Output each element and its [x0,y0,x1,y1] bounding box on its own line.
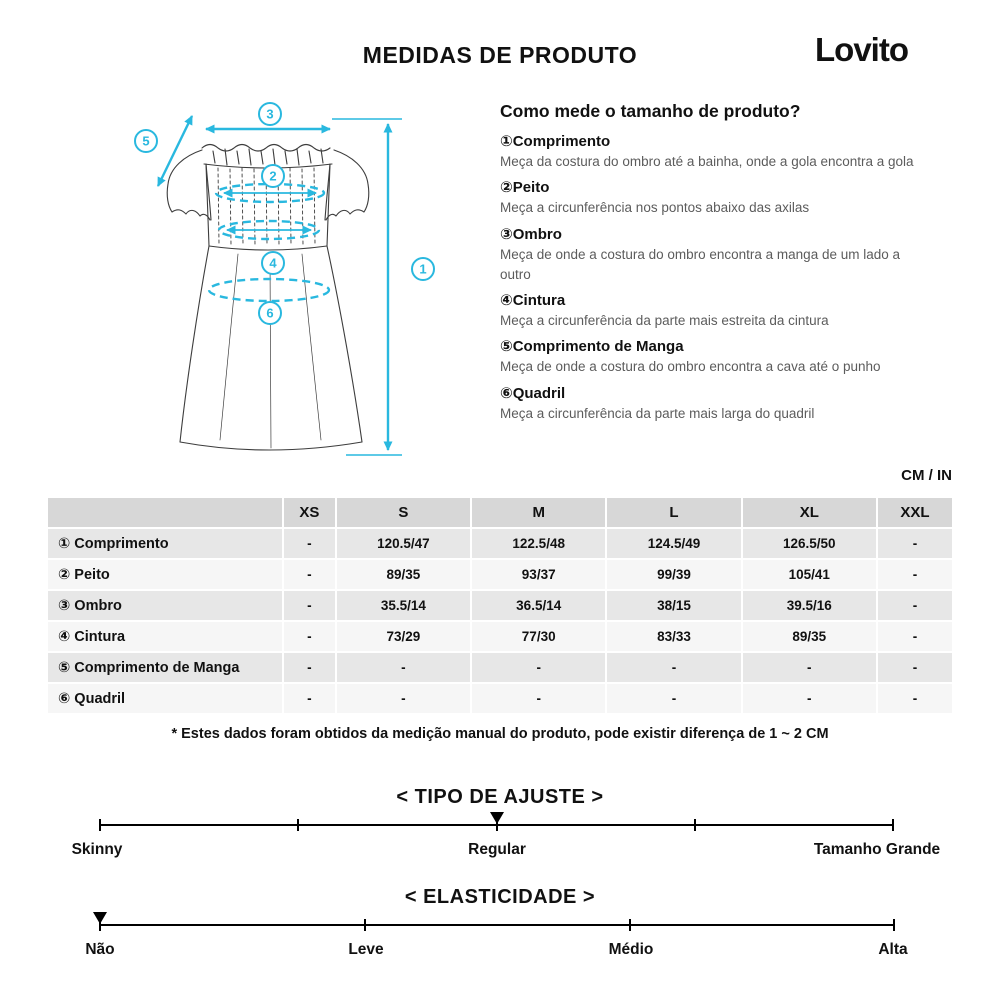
cell-value: - [878,591,952,620]
item-description: Meça de onde a costura do ombro encontra a manga de um lado a outro [500,246,901,282]
size-table [46,496,954,715]
item-title: Comprimento [512,133,611,150]
cell-value: - [743,653,876,682]
svg-text:1: 1 [419,261,427,277]
row-label: ⑥ Quadril [48,684,282,713]
cell-value: 36.5/14 [472,591,605,620]
measure-arrow-sleeve [158,116,192,186]
cell-value: 122.5/48 [472,529,605,558]
cell-value: 35.5/14 [337,591,470,620]
cell-value: 89/35 [743,622,876,651]
garment-measurement-diagram [118,96,480,472]
item-title: Cintura [512,292,566,309]
instruction-item-cintura [500,291,962,331]
instruction-item-quadril [500,384,962,424]
row-label: ③ Ombro [48,591,282,620]
elasticity-scale-tick [629,919,631,931]
elasticity-scale-tick [364,919,366,931]
cell-value: 73/29 [337,622,470,651]
cell-value: 120.5/47 [337,529,470,558]
item-title: Peito [512,179,550,197]
item-description: Meça a circunferência da parte mais estreita da cintura [500,313,829,328]
row-label: ⑤ Comprimento de Manga [48,653,282,682]
row-label: ① Comprimento [48,529,282,558]
dress-illustration [167,145,369,451]
fit-scale-tick [99,819,101,831]
cell-value: 83/33 [607,622,740,651]
col-header-xs: XS [284,498,335,527]
table-row-cintura [48,622,952,651]
fit-scale-marker-icon [490,812,504,824]
cell-value: - [878,560,952,589]
cell-value: - [878,529,952,558]
table-header-row [48,498,952,527]
instructions-heading: Como mede o tamanho de produto? [500,101,801,121]
fit-scale-title: < TIPO DE AJUSTE > [396,786,604,808]
col-header-m: M [472,498,605,527]
item-description: Meça da costura do ombro até a bainha, onde a gola encontra a gola [500,154,914,169]
cell-value: 124.5/49 [607,529,740,558]
elasticity-scale-line [100,924,894,926]
row-label: ④ Cintura [48,622,282,651]
fit-label-tamanho-grande: Tamanho Grande [813,841,941,858]
item-number: ③ [500,225,513,243]
table-row-comprimento [48,529,952,558]
diagram-marker-sleeve [135,130,157,152]
svg-text:5: 5 [142,133,150,149]
elasticity-label-nao: Não [85,941,115,958]
svg-text:2: 2 [269,168,277,184]
item-number: ① [500,133,513,150]
cell-value: - [878,684,952,713]
item-number: ⑤ [500,338,513,356]
cell-value: 99/39 [607,560,740,589]
diagram-marker-hip [259,302,281,324]
diagram-marker-shoulder [259,103,281,125]
cell-value: - [284,653,335,682]
units-label: CM / IN [901,467,952,484]
cell-value: - [284,684,335,713]
cell-value: - [284,591,335,620]
item-description: Meça a circunferência nos pontos abaixo das axilas [500,200,810,216]
svg-text:3: 3 [266,106,274,122]
elasticity-label-leve: Leve [348,941,384,958]
cell-value: - [284,622,335,651]
item-title: Ombro [512,225,562,243]
cell-value: - [284,529,335,558]
col-header-s: S [337,498,470,527]
item-title: Comprimento de Manga [512,338,684,356]
col-header-xl: XL [743,498,876,527]
instruction-item-ombro [500,225,962,286]
elasticity-scale-tick [893,919,895,931]
fit-scale-tick [694,819,696,831]
dress-diagram-svg [118,96,480,472]
table-row-ombro [48,591,952,620]
cell-value: - [337,684,470,713]
item-number: ④ [500,292,513,309]
cell-value: 77/30 [472,622,605,651]
cell-value: 38/15 [607,591,740,620]
elasticity-label-alta: Alta [878,941,908,958]
cell-value: - [878,653,952,682]
cell-value: - [743,684,876,713]
col-header-measure [48,498,282,527]
item-title: Quadril [512,384,566,402]
cell-value: - [607,684,740,713]
col-header-l: L [607,498,740,527]
table-row-manga [48,653,952,682]
cell-value: - [472,653,605,682]
item-description: Meça a circunferência da parte mais larga do quadril [500,405,815,421]
fit-scale-tick [297,819,299,831]
table-row-peito [48,560,952,589]
instruction-item-comprimento [500,132,962,172]
item-description: Meça de onde a costura do ombro encontra a cava até o punho [500,359,881,375]
lovito-logo: Lovito [815,31,908,68]
cell-value: 93/37 [472,560,605,589]
cell-value: 105/41 [743,560,876,589]
instruction-item-manga [500,337,962,377]
fit-scale-tick [892,819,894,831]
cell-value: 39.5/16 [743,591,876,620]
cell-value: - [284,560,335,589]
col-header-xxl: XXL [878,498,952,527]
fit-label-skinny: Skinny [71,841,123,858]
row-label: ② Peito [48,560,282,589]
page-title: MEDIDAS DE PRODUTO [362,42,638,68]
svg-text:6: 6 [266,305,274,321]
diagram-marker-length [412,258,434,280]
elasticity-scale-marker-icon [93,912,107,924]
svg-text:4: 4 [269,255,277,271]
table-row-quadril [48,684,952,713]
cell-value: - [337,653,470,682]
item-number: ② [500,179,513,197]
cell-value: - [878,622,952,651]
instruction-item-peito [500,178,962,218]
fit-label-regular: Regular [468,841,526,858]
cell-value: - [607,653,740,682]
cell-value: 126.5/50 [743,529,876,558]
footnote: * Estes dados foram obtidos da medição manual do produto, pode existir diferença de 1 ~ 2 CM [171,726,829,742]
diagram-marker-waist [262,252,284,274]
elasticity-scale-title: < ELASTICIDADE > [404,886,596,908]
measurement-instructions [500,101,962,424]
diagram-marker-chest [262,165,284,187]
item-number: ⑥ [500,384,513,402]
elasticity-label-medio: Médio [608,941,654,958]
cell-value: 89/35 [337,560,470,589]
cell-value: - [472,684,605,713]
measure-ellipse-hip [209,279,329,301]
